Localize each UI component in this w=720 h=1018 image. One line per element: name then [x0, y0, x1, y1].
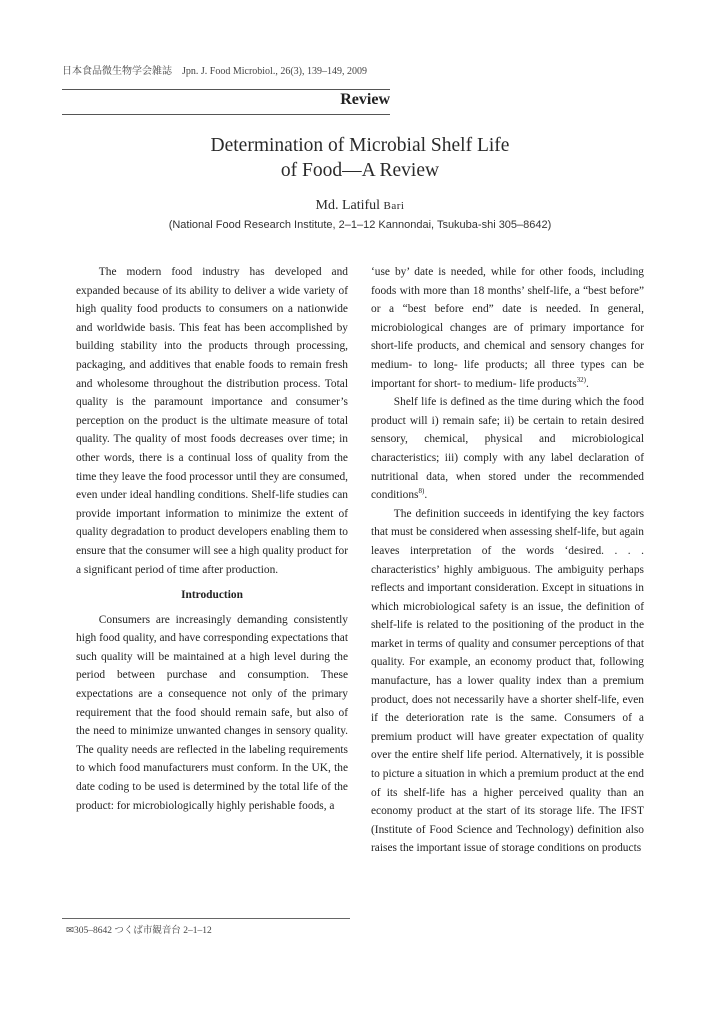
abstract-paragraph: The modern food industry has developed and expanded because of its ability to deliver a wide variety of high quality food products to consumers on a nationwide and worldwide basis. This feat has been accomplished by building stability into the products through processing, packaging, and additives that enable foods to remain fresh and wholesome throughout the distribution process. Total quality is the paramount importance and consumer’s perception on the product is the ultimate measure of total quality. The quality of most foods decreases over time; in other words, there is a continual loss of quality from the time they leave the food processor until they are consumed, even under ideal handling conditions. Shelf-life studies can provide important information to minimize the extent of quality degradation to product developers enabling them to ensure that the consumer will see a high quality product for a significant period of time after production. [76, 266, 348, 576]
section-label: Review [340, 91, 390, 108]
right-column [371, 263, 644, 858]
citation-ref-32: 32) [576, 375, 586, 384]
author-name [62, 198, 658, 214]
journal-citation-header: 日本食品微生物学会雑誌 Jpn. J. Food Microbiol., 26(3), 139–149, 2009 [62, 66, 367, 77]
section-rule-bottom [62, 114, 390, 115]
title-line-1: Determination of Microbial Shelf Life [210, 135, 510, 156]
footnote-address: ✉305–8642 つくば市観音台 2–1–12 [66, 926, 212, 936]
author-family-name: Bari [383, 200, 405, 212]
title-line-2: of Food—A Review [280, 160, 440, 181]
right-paragraph-1: ‘use by’ date is needed, while for other foods, including foods with more than 18 months’ shelf-life, a “best before” or a “best before end” date is needed. In general, microbiological changes are of primary importance for short-life products, and chemical and sensory changes for medium- to long- life products; all three types can be important for short- to medium- life products$^{32)}$. [371, 266, 644, 390]
right-paragraph-3: The definition succeeds in identifying the key factors that must be considered when assessing shelf-life, but again leaves interpretation of the words ‘desired. . . . characteristics’ highly ambiguous. The ambiguity perhaps reflects and important consideration. Except in situations in which microbiological safety is an issue, the definition of shelf-life is related to the positioning of the product in the market in terms of quality and consumer perceptions of that quality. For example, an economy product that, following manufacture, has a lower quality index than a premium product, does not necessarily have a shorter shelf-life, even if the deterioration rate is the same. Consumers of a premium product will have greater expectation of quality over the entire shelf life period. Alternatively, it is possible to picture a situation in which a premium product at the end of its shelf-life has a higher perceived quality than an economy product at the start of its storage life. The IFST (Institute of Food Science and Technology) definition also raises the important issue of storage conditions on products [371, 507, 644, 855]
footnote-rule [62, 918, 350, 919]
introduction-heading: Introduction [181, 589, 243, 602]
introduction-paragraph: Consumers are increasingly demanding consistently high food quality, and have corresponding expectations that such quality will be maintained at a high level during the period between purchase and consumption. These expectations are a consequence not only of the primary requirement that the food should remain safe, but also of the need to minimize unwanted changes in sensory quality. The quality needs are reflected in the labeling requirements to which food manufacturers must conform. In the UK, the date coding to be used is determined by the total life of the product: for microbiologically highly perishable foods, a [76, 613, 348, 812]
citation-ref-8: 8) [418, 487, 425, 496]
author-affiliation: (National Food Research Institute, 2–1–12 Kannondai, Tsukuba-shi 305–8642) [168, 219, 552, 231]
left-column [76, 263, 348, 815]
author-given-name: Md. Latiful [315, 198, 384, 213]
right-paragraph-2: Shelf life is defined as the time during which the food product will i) remain safe; ii) be certain to retain desired sensory, chemical, physical and microbiological characteristics; iii) comply with any label declaration of nutritional data, when stored under the recommended conditions$^{8)}$. [371, 396, 644, 502]
article-title [62, 133, 658, 183]
section-rule-top [62, 89, 390, 90]
